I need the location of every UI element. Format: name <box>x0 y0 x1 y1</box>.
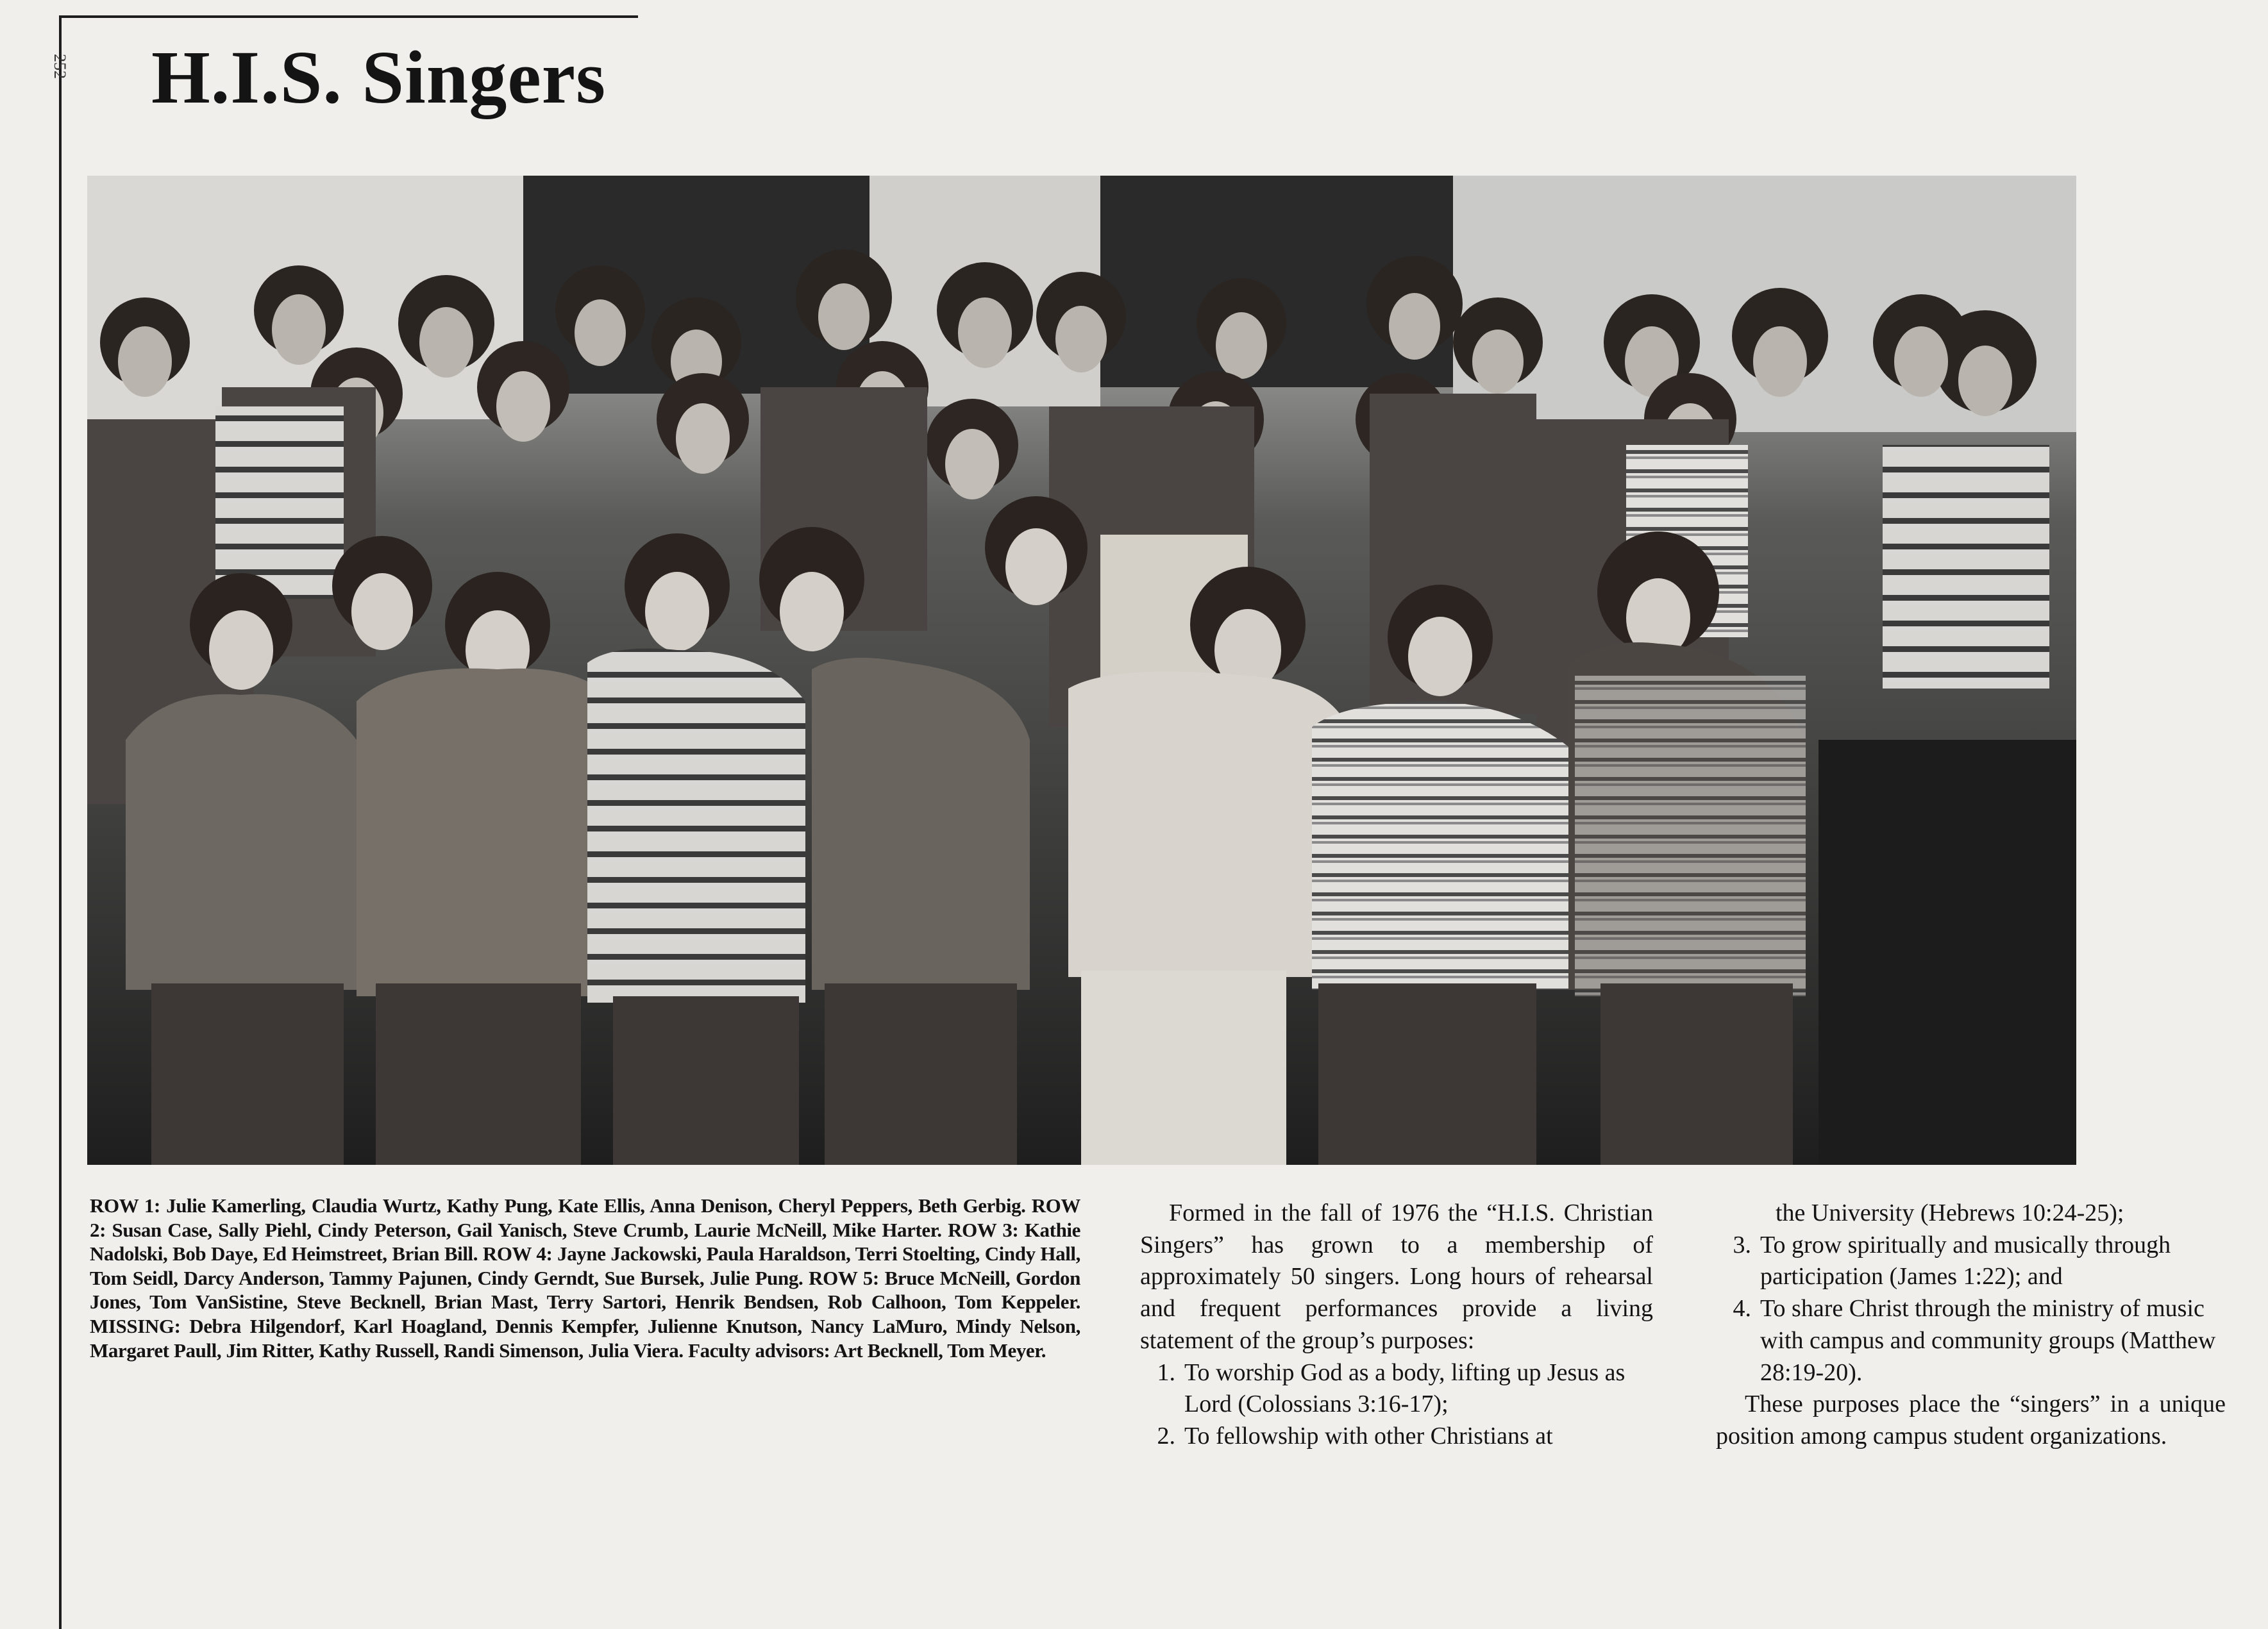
photo-caption: ROW 1: Julie Kamerling, Claudia Wurtz, Kathy Pung, Kate Ellis, Anna Denison, Cheryl Peppers, Beth Gerbig. ROW 2: Susan Case, Sally Piehl, Cindy Peterson, Gail Yanisch, Steve Crumb, Laurie McNeill, Mike Harter. ROW 3: Kathie Nadolski, Bob Daye, Ed Heimstreet, Brian Bill. ROW 4: Jayne Jackowski, Paula Haraldson, Terri Stoelting, Cindy Hall, Tom Seidl, Darcy Anderson, Tammy Pajunen, Cindy Gerndt, Sue Bursek, Julie Pung. ROW 5: Bruce McNeill, Gordon Jones, Tom VanSistine, Steve Becknell, Brian Mast, Terry Sartori, Henrik Bendsen, Rob Calhoon, Tom Keppeler. MISSING: Debra Hilgendorf, Karl Hoagland, Dennis Kempfer, Julienne Knutson, Nancy LaMuro, Mindy Nelson, Margaret Paull, Jim Ritter, Kathy Russell, Randi Simenson, Julia Viera. Faculty advisors: Art Becknell, Tom Meyer. <box>90 1194 1080 1362</box>
list-text: To share Christ through the ministry of music with campus and community groups (Matthew 28:19-20). <box>1760 1295 2216 1386</box>
closing-paragraph: These purposes place the “singers” in a unique position among campus student organizations. <box>1716 1391 2226 1449</box>
page-number: 252 <box>51 54 69 79</box>
list-item <box>1716 1293 2226 1389</box>
list-number: 4. <box>1733 1295 1751 1323</box>
group-photo <box>87 176 2076 1165</box>
list-continuation: the University (Hebrews 10:24-25); <box>1776 1199 2124 1226</box>
body-column-left <box>1140 1198 1653 1453</box>
list-item <box>1140 1421 1653 1453</box>
list-item <box>1716 1230 2226 1293</box>
list-text: To fellowship with other Christians at <box>1184 1422 1553 1449</box>
page-title: H.I.S. Singers <box>151 35 607 119</box>
left-rule <box>59 15 62 1629</box>
list-number: 2. <box>1157 1422 1175 1449</box>
list-text: To grow spiritually and musically through participation (James 1:22); and <box>1760 1231 2171 1291</box>
intro-paragraph: Formed in the fall of 1976 the “H.I.S. Christian Singers” has grown to a membership of approximately 50 singers. Long hours of rehearsal and frequent performances provide a living statement of the group’s purposes: <box>1140 1199 1653 1354</box>
list-number: 3. <box>1733 1231 1751 1258</box>
list-item <box>1140 1357 1653 1421</box>
group-photo-illustration <box>87 176 2076 1165</box>
body-column-right <box>1716 1198 2226 1453</box>
top-rule <box>59 15 638 18</box>
list-number: 1. <box>1157 1358 1175 1386</box>
list-text: To worship God as a body, lifting up Jesus as Lord (Colossians 3:16-17); <box>1184 1358 1625 1418</box>
